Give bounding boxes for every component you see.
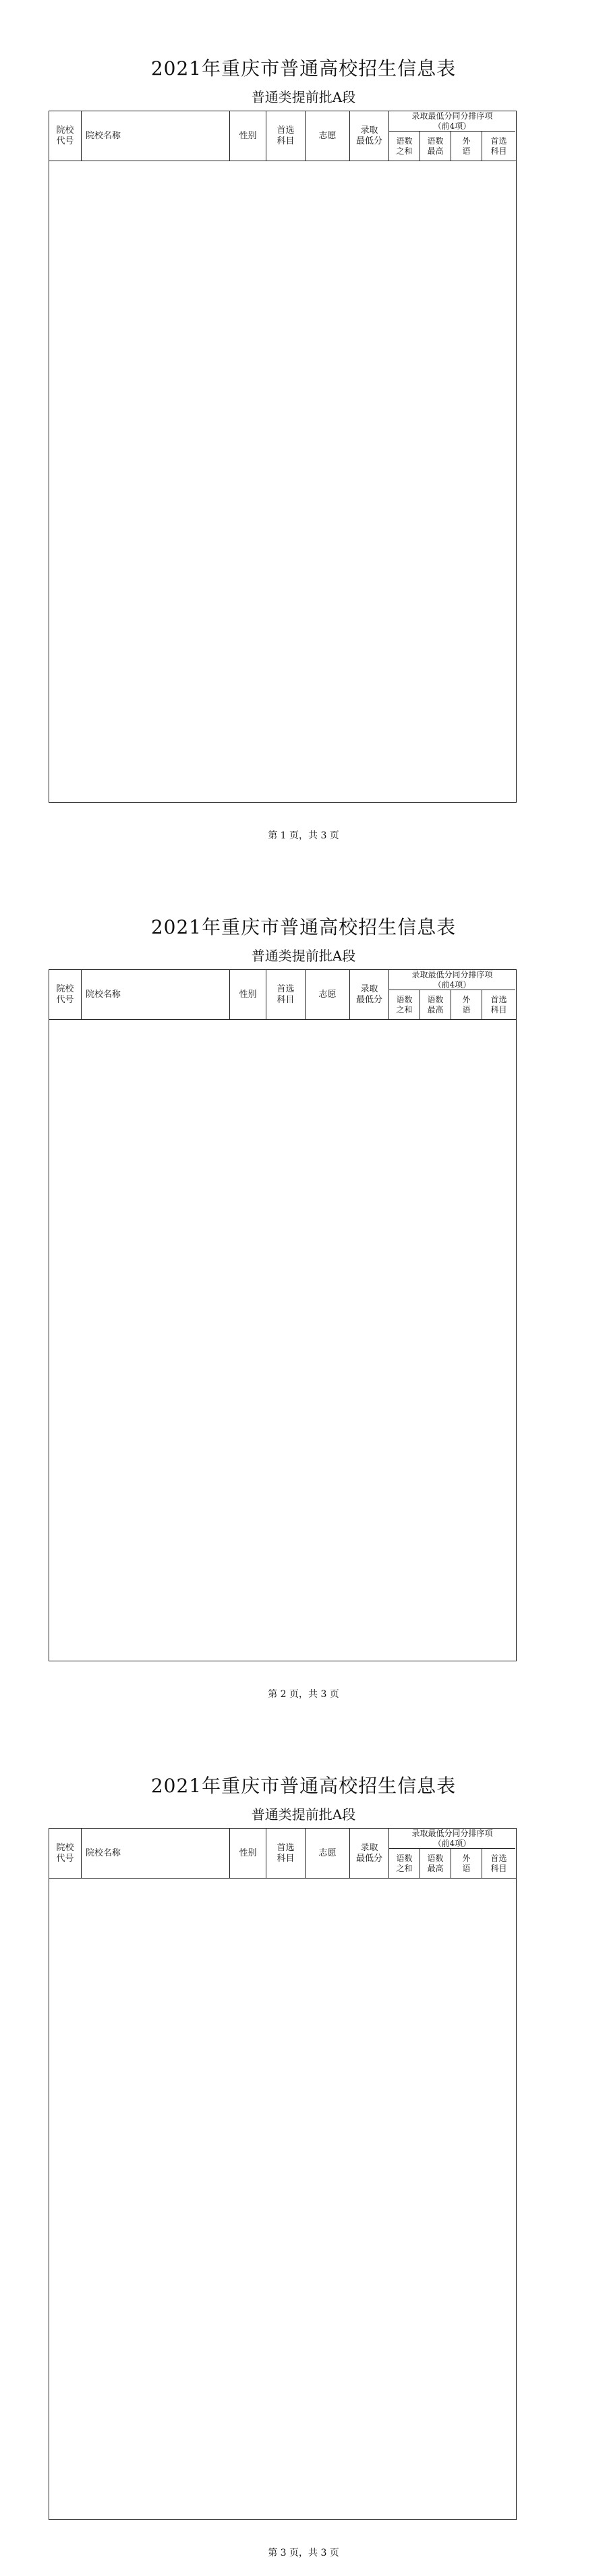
- admission-table: [49, 969, 517, 1661]
- col-choice: 志愿: [306, 111, 350, 161]
- col-subject: 首选 科目: [266, 1829, 306, 1879]
- col-code: 院校 代号: [49, 1829, 82, 1879]
- col-min-score: 录取 最低分: [350, 970, 389, 1020]
- page-3: [0, 1717, 607, 2576]
- page-footer: 第 2 页，共 3 页: [268, 1689, 339, 1700]
- col-code: 院校 代号: [49, 111, 82, 161]
- col-sub2: 语数 最高: [420, 1849, 451, 1879]
- page-footer: 第 1 页，共 3 页: [268, 830, 339, 841]
- table-header: [49, 970, 516, 1020]
- col-sub1: 语数 之和: [389, 990, 420, 1020]
- col-sub2: 语数 最高: [420, 990, 451, 1020]
- col-name: 院校名称: [82, 111, 230, 161]
- col-code: 院校 代号: [49, 970, 82, 1020]
- col-sub1: 语数 之和: [389, 132, 420, 161]
- page-footer: 第 3 页，共 3 页: [268, 2548, 339, 2558]
- page-1: [0, 0, 607, 859]
- col-choice: 志愿: [306, 970, 350, 1020]
- col-name: 院校名称: [82, 1829, 230, 1879]
- col-name: 院校名称: [82, 970, 230, 1020]
- page-subtitle: 普通类提前批A段: [251, 89, 356, 105]
- table-header: [49, 111, 516, 161]
- col-group-title: 录取最低分同分排序项 （前4项）: [389, 1829, 515, 1849]
- col-subject: 首选 科目: [266, 970, 306, 1020]
- page-subtitle: 普通类提前批A段: [251, 1806, 356, 1823]
- col-choice: 志愿: [306, 1829, 350, 1879]
- col-group-title: 录取最低分同分排序项 （前4项）: [389, 111, 515, 132]
- col-sub1: 语数 之和: [389, 1849, 420, 1879]
- col-min-score: 录取 最低分: [350, 111, 389, 161]
- table-header: [49, 1829, 516, 1879]
- col-sub2: 语数 最高: [420, 132, 451, 161]
- col-subject: 首选 科目: [266, 111, 306, 161]
- col-sub4: 首选 科目: [490, 995, 507, 1014]
- col-min-score: 录取 最低分: [350, 1829, 389, 1879]
- col-sub4: 首选 科目: [490, 1854, 507, 1873]
- page-title: 2021年重庆市普通高校招生信息表: [150, 916, 457, 938]
- col-sub3: 外 语: [451, 990, 482, 1020]
- col-group-title: 录取最低分同分排序项 （前4项）: [389, 970, 515, 990]
- col-gender: 性别: [230, 970, 266, 1020]
- col-gender: 性别: [230, 1829, 266, 1879]
- page-title: 2021年重庆市普通高校招生信息表: [150, 57, 457, 80]
- page-title: 2021年重庆市普通高校招生信息表: [150, 1775, 457, 1797]
- admission-table: [49, 111, 517, 803]
- col-group: [389, 111, 515, 161]
- col-gender: 性别: [230, 111, 266, 161]
- col-group: [389, 970, 515, 1020]
- col-group: [389, 1829, 515, 1879]
- col-sub3: 外 语: [451, 132, 482, 161]
- page-subtitle: 普通类提前批A段: [251, 948, 356, 964]
- admission-table: [49, 1828, 517, 2520]
- col-sub3: 外 语: [451, 1849, 482, 1879]
- col-sub4: 首选 科目: [490, 136, 507, 156]
- page-2: [0, 859, 607, 1717]
